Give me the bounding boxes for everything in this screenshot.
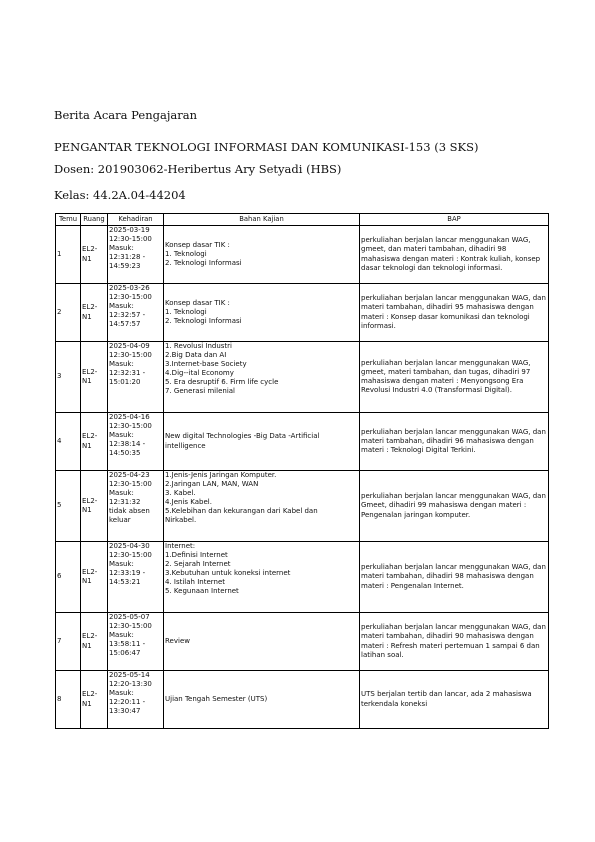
table-body: [56, 226, 549, 729]
kehadiran-line: Masuk:: [109, 689, 134, 698]
kehadiran-line: Masuk:: [109, 244, 134, 253]
cell-kehadiran: [108, 542, 164, 613]
bahan-kajian-line: 4. Istilah Internet: [165, 578, 225, 587]
cell-temu: 4: [56, 413, 81, 471]
lecturer-name: Dosen: 201903062-Heribertus Ary Setyadi (HBS): [54, 162, 342, 176]
bap-text: perkuliahan berjalan lancar menggunakan WAG, gmeet, dan materi tambahan, dihadiri 98 mahasiswa dengan materi : Kontrak kuliah, konsep dasar teknologi dan teknologi informasi.: [361, 236, 541, 272]
cell-temu: 6: [56, 542, 81, 613]
column-header-bap: BAP: [360, 214, 549, 226]
kehadiran-line: 14:57:57: [109, 320, 141, 329]
cell-bap: [360, 226, 549, 284]
bahan-kajian-line: New digital Technologies -Big Data -Artificial: [165, 432, 320, 441]
class-name: Kelas: 44.2A.04-44204: [54, 188, 186, 202]
cell-ruang: EL2-N1: [81, 342, 108, 413]
cell-ruang: EL2-N1: [81, 413, 108, 471]
kehadiran-line: 14:53:21: [109, 578, 141, 587]
bahan-kajian-line: 5.Kelebihan dan kekurangan dari Kabel dan: [165, 507, 318, 516]
cell-bahan-kajian: [164, 413, 360, 471]
cell-ruang: EL2-N1: [81, 226, 108, 284]
kehadiran-line: 12:30-15:00: [109, 293, 152, 302]
table-row: [56, 284, 549, 342]
bahan-kajian-line: 5. Era desruptif 6. Firm life cycle: [165, 378, 279, 387]
bahan-kajian-line: Internet:: [165, 542, 196, 550]
cell-kehadiran: [108, 671, 164, 729]
bahan-kajian-line: Nirkabel.: [165, 516, 197, 525]
kehadiran-line: 12:38:14 -: [109, 440, 146, 449]
kehadiran-line: 2025-04-30: [109, 542, 150, 550]
kehadiran-line: 12:30-15:00: [109, 551, 152, 560]
cell-temu: 7: [56, 613, 81, 671]
table-row: [56, 226, 549, 284]
bap-text: perkuliahan berjalan lancar menggunakan WAG, dan Gmeet, dihadiri 99 mahasiswa dengan materi : Pengenalan jaringan komputer.: [361, 492, 546, 519]
cell-bap: [360, 284, 549, 342]
cell-bap: [360, 613, 549, 671]
bahan-kajian-line: intelligence: [165, 441, 206, 450]
cell-bap: [360, 542, 549, 613]
kehadiran-line: 12:30-15:00: [109, 235, 152, 244]
bahan-kajian-line: 2. Teknologi Informasi: [165, 259, 242, 268]
bahan-kajian-line: 3. Kabel.: [165, 489, 196, 498]
cell-kehadiran: [108, 613, 164, 671]
table-row: [56, 413, 549, 471]
table-row: [56, 471, 549, 542]
table-row: [56, 613, 549, 671]
cell-kehadiran: [108, 342, 164, 413]
cell-temu: 5: [56, 471, 81, 542]
kehadiran-line: Masuk:: [109, 431, 134, 440]
table-header-row: [56, 214, 549, 226]
bahan-kajian-line: 4.Jenis Kabel.: [165, 498, 212, 507]
cell-bap: [360, 342, 549, 413]
bahan-kajian-line: Ujian Tengah Semester (UTS): [165, 694, 268, 703]
column-header-temu: Temu: [56, 214, 81, 226]
kehadiran-line: 13:58:11 -: [109, 640, 146, 649]
teaching-record-table: [55, 213, 549, 729]
table-row: [56, 342, 549, 413]
kehadiran-line: 12:31:28 -: [109, 253, 146, 262]
cell-bahan-kajian: [164, 284, 360, 342]
kehadiran-line: 12:32:57 -: [109, 311, 146, 320]
course-name: PENGANTAR TEKNOLOGI INFORMASI DAN KOMUNIKASI-153 (3 SKS): [54, 140, 479, 154]
bahan-kajian-line: 3.Internet-base Society: [165, 360, 247, 369]
kehadiran-line: 12:20:11 -: [109, 698, 146, 707]
bahan-kajian-line: 1.Definisi Internet: [165, 551, 228, 560]
table-row: [56, 542, 549, 613]
bahan-kajian-line: 2. Teknologi Informasi: [165, 317, 242, 326]
kehadiran-line: 15:06:47: [109, 649, 141, 658]
bahan-kajian-line: 7. Generasi milenial: [165, 387, 235, 396]
table-row: [56, 671, 549, 729]
kehadiran-line: Masuk:: [109, 560, 134, 569]
bahan-kajian-line: Review: [165, 636, 190, 645]
cell-bahan-kajian: [164, 613, 360, 671]
bahan-kajian-line: 1. Teknologi: [165, 307, 207, 316]
kehadiran-line: 12:33:19 -: [109, 569, 146, 578]
bahan-kajian-line: 1. Revolusi Industri: [165, 342, 232, 350]
bahan-kajian-line: 1.Jenis-Jenis Jaringan Komputer.: [165, 471, 277, 479]
cell-bap: [360, 671, 549, 729]
cell-temu: 3: [56, 342, 81, 413]
kehadiran-line: 14:59:23: [109, 262, 141, 271]
bahan-kajian-line: 1. Teknologi: [165, 249, 207, 258]
cell-temu: 1: [56, 226, 81, 284]
kehadiran-line: tidak absen: [109, 507, 150, 516]
kehadiran-line: 12:30-15:00: [109, 480, 152, 489]
document-title: Berita Acara Pengajaran: [54, 108, 198, 122]
cell-bahan-kajian: [164, 671, 360, 729]
bap-text: perkuliahan berjalan lancar menggunakan WAG, dan materi tambahan, dihadiri 96 mahasiswa dengan materi : Teknologi Digital Terkini.: [361, 427, 546, 455]
kehadiran-line: Masuk:: [109, 631, 134, 640]
bahan-kajian-line: 5. Kegunaan Internet: [165, 587, 239, 596]
cell-kehadiran: [108, 413, 164, 471]
bap-text: UTS berjalan tertib dan lancar, ada 2 mahasiswa terkendala koneksi: [361, 690, 532, 708]
kehadiran-line: 2025-05-14: [109, 671, 150, 679]
kehadiran-line: 2025-03-19: [109, 226, 150, 234]
cell-ruang: EL2-N1: [81, 671, 108, 729]
bahan-kajian-line: 2.Jaringan LAN, MAN, WAN: [165, 480, 259, 489]
kehadiran-line: 2025-04-09: [109, 342, 150, 350]
kehadiran-line: Masuk:: [109, 302, 134, 311]
bap-text: perkuliahan berjalan lancar menggunakan WAG, gmeet, materi tambahan, dan tugas, dihadiri 97 mahasiswa dengan materi : Menyongsong Era Revolusi Industri 4.0 (Transformasi Digital).: [361, 358, 531, 395]
kehadiran-line: Masuk:: [109, 489, 134, 498]
cell-bahan-kajian: [164, 226, 360, 284]
column-header-ruang: Ruang: [81, 214, 108, 226]
kehadiran-line: 13:30:47: [109, 707, 141, 716]
kehadiran-line: 15:01:20: [109, 378, 141, 387]
cell-bap: [360, 471, 549, 542]
bap-text: perkuliahan berjalan lancar menggunakan WAG, dan materi tambahan, dihadiri 95 mahasiswa dengan materi : Konsep dasar komunikasi dan teknologi informasi.: [361, 294, 546, 330]
cell-bahan-kajian: [164, 542, 360, 613]
column-header-bahan-kajian: Bahan Kajian: [164, 214, 360, 226]
kehadiran-line: Masuk:: [109, 360, 134, 369]
bap-text: perkuliahan berjalan lancar menggunakan WAG, dan materi tambahan, dihadiri 90 mahasiswa dengan materi : Refresh materi pertemuan 1 sampai 6 dan latihan soal.: [361, 623, 546, 659]
cell-kehadiran: [108, 226, 164, 284]
bap-text: perkuliahan berjalan lancar menggunakan WAG, dan materi tambahan, dihadiri 98 mahasiswa dengan materi : Pengenalan Internet.: [361, 563, 546, 590]
cell-bap: [360, 413, 549, 471]
cell-kehadiran: [108, 471, 164, 542]
bahan-kajian-line: 3.Kebutuhan untuk koneksi internet: [165, 569, 291, 578]
kehadiran-line: 12:20-13:30: [109, 680, 152, 689]
bahan-kajian-line: Konsep dasar TIK :: [165, 298, 230, 307]
kehadiran-line: 2025-03-26: [109, 284, 150, 292]
kehadiran-line: 12:30-15:00: [109, 422, 152, 431]
cell-ruang: EL2-N1: [81, 542, 108, 613]
cell-bahan-kajian: [164, 471, 360, 542]
cell-ruang: EL2-N1: [81, 613, 108, 671]
bahan-kajian-line: Konsep dasar TIK :: [165, 240, 230, 249]
kehadiran-line: 12:31:32: [109, 498, 141, 507]
kehadiran-line: 12:32:31 -: [109, 369, 146, 378]
kehadiran-line: 2025-04-23: [109, 471, 150, 479]
cell-temu: 8: [56, 671, 81, 729]
cell-kehadiran: [108, 284, 164, 342]
cell-bahan-kajian: [164, 342, 360, 413]
kehadiran-line: 2025-04-16: [109, 413, 150, 421]
cell-ruang: EL2-N1: [81, 284, 108, 342]
kehadiran-line: 12:30-15:00: [109, 622, 152, 631]
kehadiran-line: 2025-05-07: [109, 613, 150, 621]
kehadiran-line: 12:30-15:00: [109, 351, 152, 360]
kehadiran-line: keluar: [109, 516, 131, 525]
bahan-kajian-line: 2. Sejarah Internet: [165, 560, 231, 569]
bahan-kajian-line: 4.Dig--ital Economy: [165, 369, 234, 378]
kehadiran-line: 14:50:35: [109, 449, 141, 458]
cell-temu: 2: [56, 284, 81, 342]
column-header-kehadiran: Kehadiran: [108, 214, 164, 226]
cell-ruang: EL2-N1: [81, 471, 108, 542]
bahan-kajian-line: 2.Big Data dan AI: [165, 351, 227, 360]
